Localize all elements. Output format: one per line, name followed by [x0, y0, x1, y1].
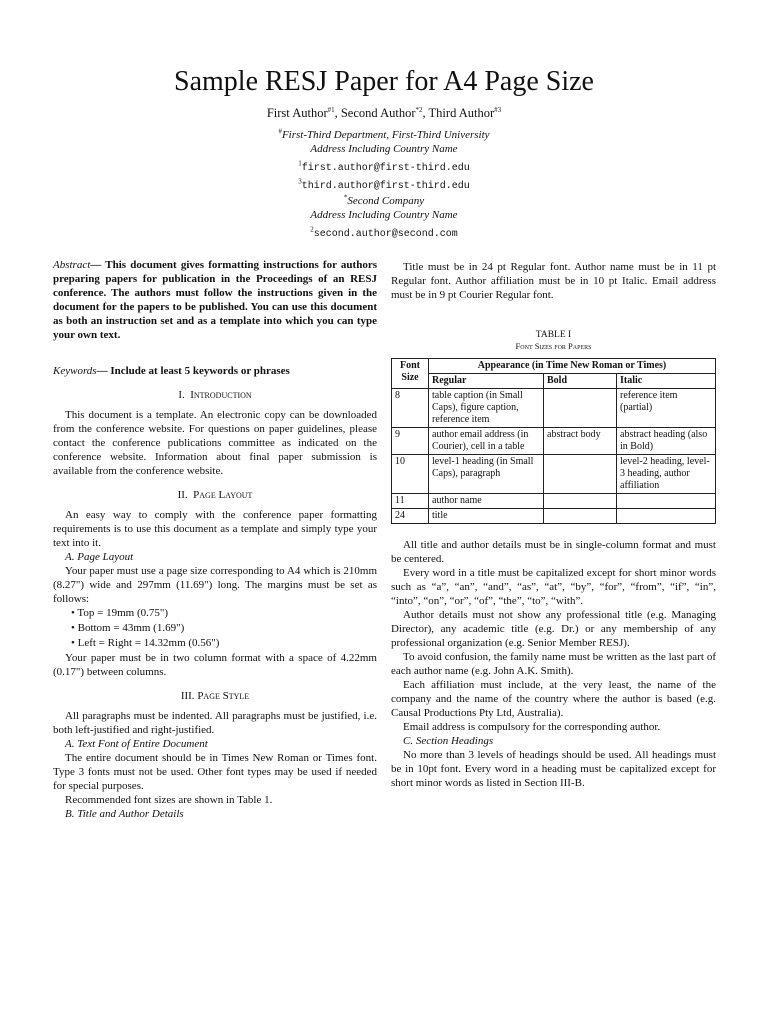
table-cell: abstract body [544, 428, 617, 455]
author-name: Third Author [428, 106, 495, 120]
affiliation-paragraph: Each affiliation must include, at the very least, the name of the company and the name of the country where the author is based (e.g. Causal Productions Pty Ltd, Australia). [391, 679, 716, 719]
subsection-heading-text-font: A. Text Font of Entire Document [65, 738, 208, 750]
table-row [392, 509, 716, 524]
affiliation-address-1: Address Including Country Name [310, 143, 458, 155]
table-row [392, 389, 716, 428]
email-paragraph: Email address is compulsory for the corresponding author. [403, 721, 661, 733]
author-mark: #1 [327, 105, 335, 114]
subsection-heading-title-author: B. Title and Author Details [65, 808, 184, 820]
table-cell [544, 494, 617, 509]
author-mark: #3 [494, 105, 502, 114]
margin-list [53, 606, 377, 651]
table-subcaption: Font Sizes for Papers [515, 341, 592, 351]
section-heading-page-style: III. Page Style [180, 690, 250, 702]
table-header-cell: Bold [544, 374, 617, 389]
table-cell: table caption (in Small Caps), figure caption, reference item [429, 389, 544, 428]
list-item: • Top = 19mm (0.75") [71, 607, 169, 619]
affiliation-dept-2: *Second Company [343, 193, 425, 207]
table-row [392, 455, 716, 494]
list-item: • Bottom = 43mm (1.69") [71, 622, 185, 634]
left-column [53, 258, 377, 821]
font-size-table [391, 358, 716, 524]
author-line: First Author$^{\#1}$, Second Author$^{*2}$, Third Author$^{\#3}$ [266, 105, 502, 120]
author-email-2: $^2$second.author@second.com [310, 225, 458, 240]
title-font-paragraph: Title must be in 24 pt Regular font. Author name must be in 11 pt Regular font. Author affiliation must be in 10 pt Italic. Email address must be in 9 pt Courier Regular font. [391, 261, 716, 301]
table-cell [617, 494, 716, 509]
single-column-paragraph: All title and author details must be in single-column format and must be centered. [391, 539, 716, 565]
table-cell [544, 389, 617, 428]
table-cell: abstract heading (also in Bold) [617, 428, 716, 455]
table-header-cell: Regular [429, 374, 544, 389]
table-cell [544, 455, 617, 494]
affiliation-dept-1: #First-Third Department, First-Third University [278, 127, 490, 141]
table-header-row [392, 359, 716, 374]
page-size-paragraph: Your paper must use a page size corresponding to A4 which is 210mm (8.27") wide and 297mm (11.69") long. The margins must be set as follows: [53, 565, 377, 605]
author-name: First Author [266, 106, 328, 120]
author-email-1: $^1$first.author@first-third.edu [298, 159, 470, 174]
table-cell: level-2 heading, level-3 heading, author affiliation [617, 455, 716, 494]
author-title-paragraph: Author details must not show any professional title (e.g. Managing Director), any academic title (e.g. Dr.) or any membership of any professional organization (e.g. Senior Member RESJ). [391, 609, 716, 649]
table-header-row [392, 374, 716, 389]
column-format-paragraph: Your paper must be in two column format with a space of 4.22mm (0.17") between columns. [53, 652, 377, 678]
author-name: Second Author [340, 106, 416, 120]
page-style-paragraph: All paragraphs must be indented. All paragraphs must be justified, i.e. both left-justified and right-justified. [53, 710, 377, 736]
keywords: Keywords— Include at least 5 keywords or phrases [53, 365, 290, 377]
page-layout-paragraph: An easy way to comply with the conference paper formatting requirements is to use this document as a template and simply type your text into it. [53, 509, 377, 549]
affiliation-address-2: Address Including Country Name [310, 209, 458, 221]
table-header-cell: Font Size [392, 359, 429, 389]
table-cell [544, 509, 617, 524]
section-heading-page-layout: II. Page Layout [177, 489, 253, 501]
paper-title: Sample RESJ Paper for A4 Page Size [174, 66, 594, 97]
table-cell: 11 [392, 494, 429, 509]
right-column [391, 260, 716, 790]
capitalization-paragraph: Every word in a title must be capitalized except for short minor words such as “a”, “an”, “and”, “as”, “at”, “by”, “for”, “from”, “if”, “in”, “into”, “on”, “or”, “of”, “the”, “to”, “with”. [391, 567, 716, 607]
table-cell: level-1 heading (in Small Caps), paragraph [429, 455, 544, 494]
table-header-cell: Italic [617, 374, 716, 389]
text-font-paragraph: The entire document should be in Times New Roman or Times font. Type 3 fonts must not be used. Other font types may be used if needed for special purposes. [53, 752, 377, 792]
table-cell [617, 509, 716, 524]
family-name-paragraph: To avoid confusion, the family name must be written as the last part of each author name (e.g. John A.K. Smith). [391, 651, 716, 677]
table-cell: 10 [392, 455, 429, 494]
table-cell: 24 [392, 509, 429, 524]
table-row [392, 494, 716, 509]
font-sizes-paragraph: Recommended font sizes are shown in Table 1. [65, 794, 273, 806]
subsection-heading-page-layout: A. Page Layout [65, 551, 134, 563]
table-header-cell: Appearance (in Time New Roman or Times) [429, 359, 716, 374]
table-cell: 9 [392, 428, 429, 455]
table-caption: TABLE I [535, 330, 572, 340]
table-row [392, 428, 716, 455]
subsection-heading-section-headings: C. Section Headings [403, 735, 494, 747]
section-headings-paragraph: No more than 3 levels of headings should be used. All headings must be in 10pt font. Every word in a heading must be capitalized except for short minor words as listed in Section III-B. [391, 749, 716, 789]
author-mark: *2 [415, 105, 423, 114]
table-cell: 8 [392, 389, 429, 428]
intro-paragraph: This document is a template. An electronic copy can be downloaded from the conference website. For questions on paper guidelines, please contact the conference publications committee as indicated on the conference website. Information about final paper submission is available from the conference website. [53, 409, 377, 477]
section-heading-introduction: I. Introduction [178, 389, 252, 401]
author-email-3: $^3$third.author@first-third.edu [298, 177, 470, 192]
abstract: Abstract— This document gives formatting instructions for authors preparing papers for publication in the Proceedings of an RESJ conference. The authors must follow the instructions given in the document for the papers to be published. You can use this document as both an instruction set and as a template into which you can type your own text. [53, 259, 377, 341]
list-item: • Left = Right = 14.32mm (0.56") [71, 637, 220, 649]
table-cell: reference item (partial) [617, 389, 716, 428]
table-cell: author name [429, 494, 544, 509]
table-cell: title [429, 509, 544, 524]
table-cell: author email address (in Courier), cell in a table [429, 428, 544, 455]
